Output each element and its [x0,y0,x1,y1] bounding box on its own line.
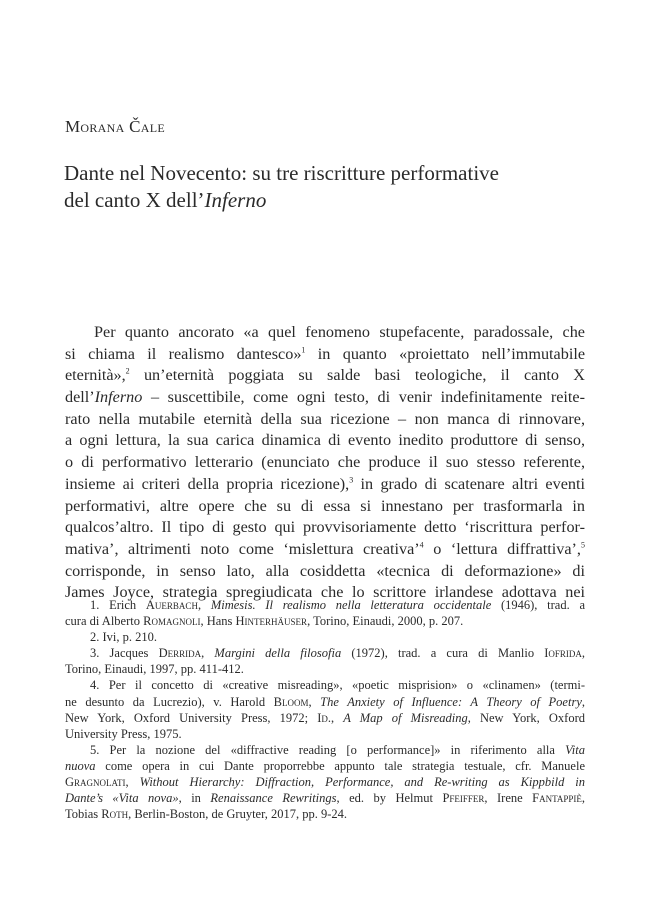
note-text: come opera in cui Dante proporrebbe appunto tale strategia testuale, cfr. Manuele [95,758,585,773]
footnote-2-line: 2. Ivi, p. 210. [90,630,158,645]
body-paragraph [65,322,585,604]
footnote-3-line [65,645,585,661]
note-text: , ed. by Helmut [336,791,443,806]
footnote-ref-4[interactable]: 4 [419,540,424,550]
title-line-1: Dante nel Novecento: su tre riscritture performative [64,161,499,185]
body-text: in grado di scatenare altri eventi [353,474,585,493]
note-text: New York, Oxford University Press, 1972; [65,710,318,725]
body-line [65,344,585,366]
note-text: , [581,694,585,709]
note-text: ne desunto da Lucrezio), v. Harold [65,694,274,709]
body-line: Per quanto ancorato «a quel fenomeno stupefacente, paradossale, che [94,323,585,341]
note-text: 1. Erich [90,598,146,612]
body-line [65,387,585,409]
body-text: o ‘lettura diffrattiva’, [423,539,581,558]
footnote-ref-1[interactable]: 1 [301,345,306,355]
note-author: Auerbach [145,598,198,612]
note-author: Fantappiè [532,791,582,806]
body-text: in quanto «proiettato nell’immutabile [305,344,585,363]
footnote-4-line: University Press, 1975. [65,726,182,741]
note-text: Tobias [65,807,102,822]
title-italic-inferno: Inferno [204,188,267,212]
footnote-4-line [65,694,585,710]
note-text: , [308,694,321,709]
body-text: eternità», [65,366,126,385]
body-line: performativi, altre opere che su di essa si innestano per trasformarla in [65,496,585,515]
footnote-3-line: Torino, Einaudi, 1997, pp. 411-412. [65,662,244,677]
body-text: – suscettibile, come ogni testo, di venir indefinitamente reite- [142,388,585,407]
note-title: Renaissance Rewritings [210,791,337,806]
body-line: corrisponde, in senso lato, alla cosiddetta «tecnica di deformazione» di [65,561,585,580]
note-author: Gragnolati [65,775,126,790]
body-line: o di performativo letterario (enunciato che produce il suo stesso referente, [65,453,585,472]
note-title: Margini della filosofia [214,646,342,661]
note-text: , [201,646,215,661]
footnote-5-line [65,806,585,822]
body-text: si chiama il realismo dantesco» [65,344,302,363]
note-title: Vita [565,742,585,757]
body-line [65,474,585,496]
note-text: , Hans [200,614,236,629]
footnote-5-line [65,758,585,774]
footnotes [65,597,585,822]
body-text: insieme ai criteri della propria ricezione), [65,474,350,493]
note-text: (1972), trad. a cura di Manlio [341,646,545,661]
note-author: Derrida [158,646,202,661]
note-title: Without Hierarchy: Diffraction, Performance, and Re-writing as Kippbild in [139,775,585,790]
note-text: , Berlin-Boston, de Gruyter, 2017, pp. 9-24. [128,807,348,822]
body-italic-inferno: Inferno [94,388,143,407]
footnote-5-line [65,742,585,758]
note-text: (1946), trad. a [491,598,585,612]
body-text: un’eternità poggiata su salde basi teologiche, il canto X [129,366,585,385]
note-title: The Anxiety of Influence: A Theory of Poetry [320,694,582,709]
footnote-5-line [65,790,585,806]
title-line-2 [64,187,584,214]
note-title: A Map of Misreading [343,710,468,725]
note-title: nuova [65,758,96,773]
note-text: , Torino, Einaudi, 2000, p. 207. [307,614,464,629]
note-author: Pfeiffer [442,791,485,806]
chapter-title [64,160,584,214]
note-text: , [581,791,585,806]
footnote-4-line: 4. Per il concetto di «creative misreading», «poetic misprision» o «clinamen» (termi- [90,678,585,693]
footnote-1-line [65,613,585,629]
title-line-2-text: del canto X dell’ [64,188,205,212]
body-line: qualcos’altro. Il tipo di gesto qui provvisoriamente detto ‘riscrittura perfor- [65,518,585,537]
note-text: , [125,775,140,790]
note-author: Roth [101,807,129,822]
body-text: dell’ [65,388,95,407]
note-author: Hinterhäuser [235,614,308,629]
note-text: , in [178,791,211,806]
note-author: Romagnoli [143,614,201,629]
footnote-4-line [65,710,585,726]
note-text: , [581,646,585,661]
author-name: Morana Čale [65,117,165,136]
footnote-1-line [65,597,585,613]
footnote-ref-2[interactable]: 2 [125,366,130,376]
note-author: Bloom [273,694,309,709]
note-author: Iofrida [544,646,582,661]
body-line [65,365,585,387]
body-text: mativa’, altrimenti noto come ‘mislettura creativa’ [65,539,420,558]
note-text: 5. Per la nozione del «diffractive reading [o performance]» in riferimento alla [90,742,566,757]
footnote-ref-5[interactable]: 5 [580,540,585,550]
note-text: cura di Alberto [65,614,144,629]
note-author: Id. [317,710,331,725]
body-line: a ogni lettura, la sua carica dinamica di evento inedito produttore di senso, [65,431,585,450]
note-text: , [330,710,344,725]
footnote-5-line [65,774,585,790]
footnote-ref-3[interactable]: 3 [349,475,354,485]
note-text: , Irene [484,791,533,806]
note-text: , [197,598,211,612]
body-line [65,539,585,561]
body-line: rato nella mutabile eternità della sua ricezione – non manca di rinnovare, [65,409,585,428]
note-title: Dante’s «Vita nova» [65,791,179,806]
note-text: , New York, Oxford [467,710,585,725]
body-line: James Joyce, strategia spregiudicata che lo scrittore irlandese adottava nei [65,583,585,602]
note-text: 3. Jacques [90,646,159,661]
note-title: Mimesis. Il realismo nella letteratura occidentale [210,598,492,612]
